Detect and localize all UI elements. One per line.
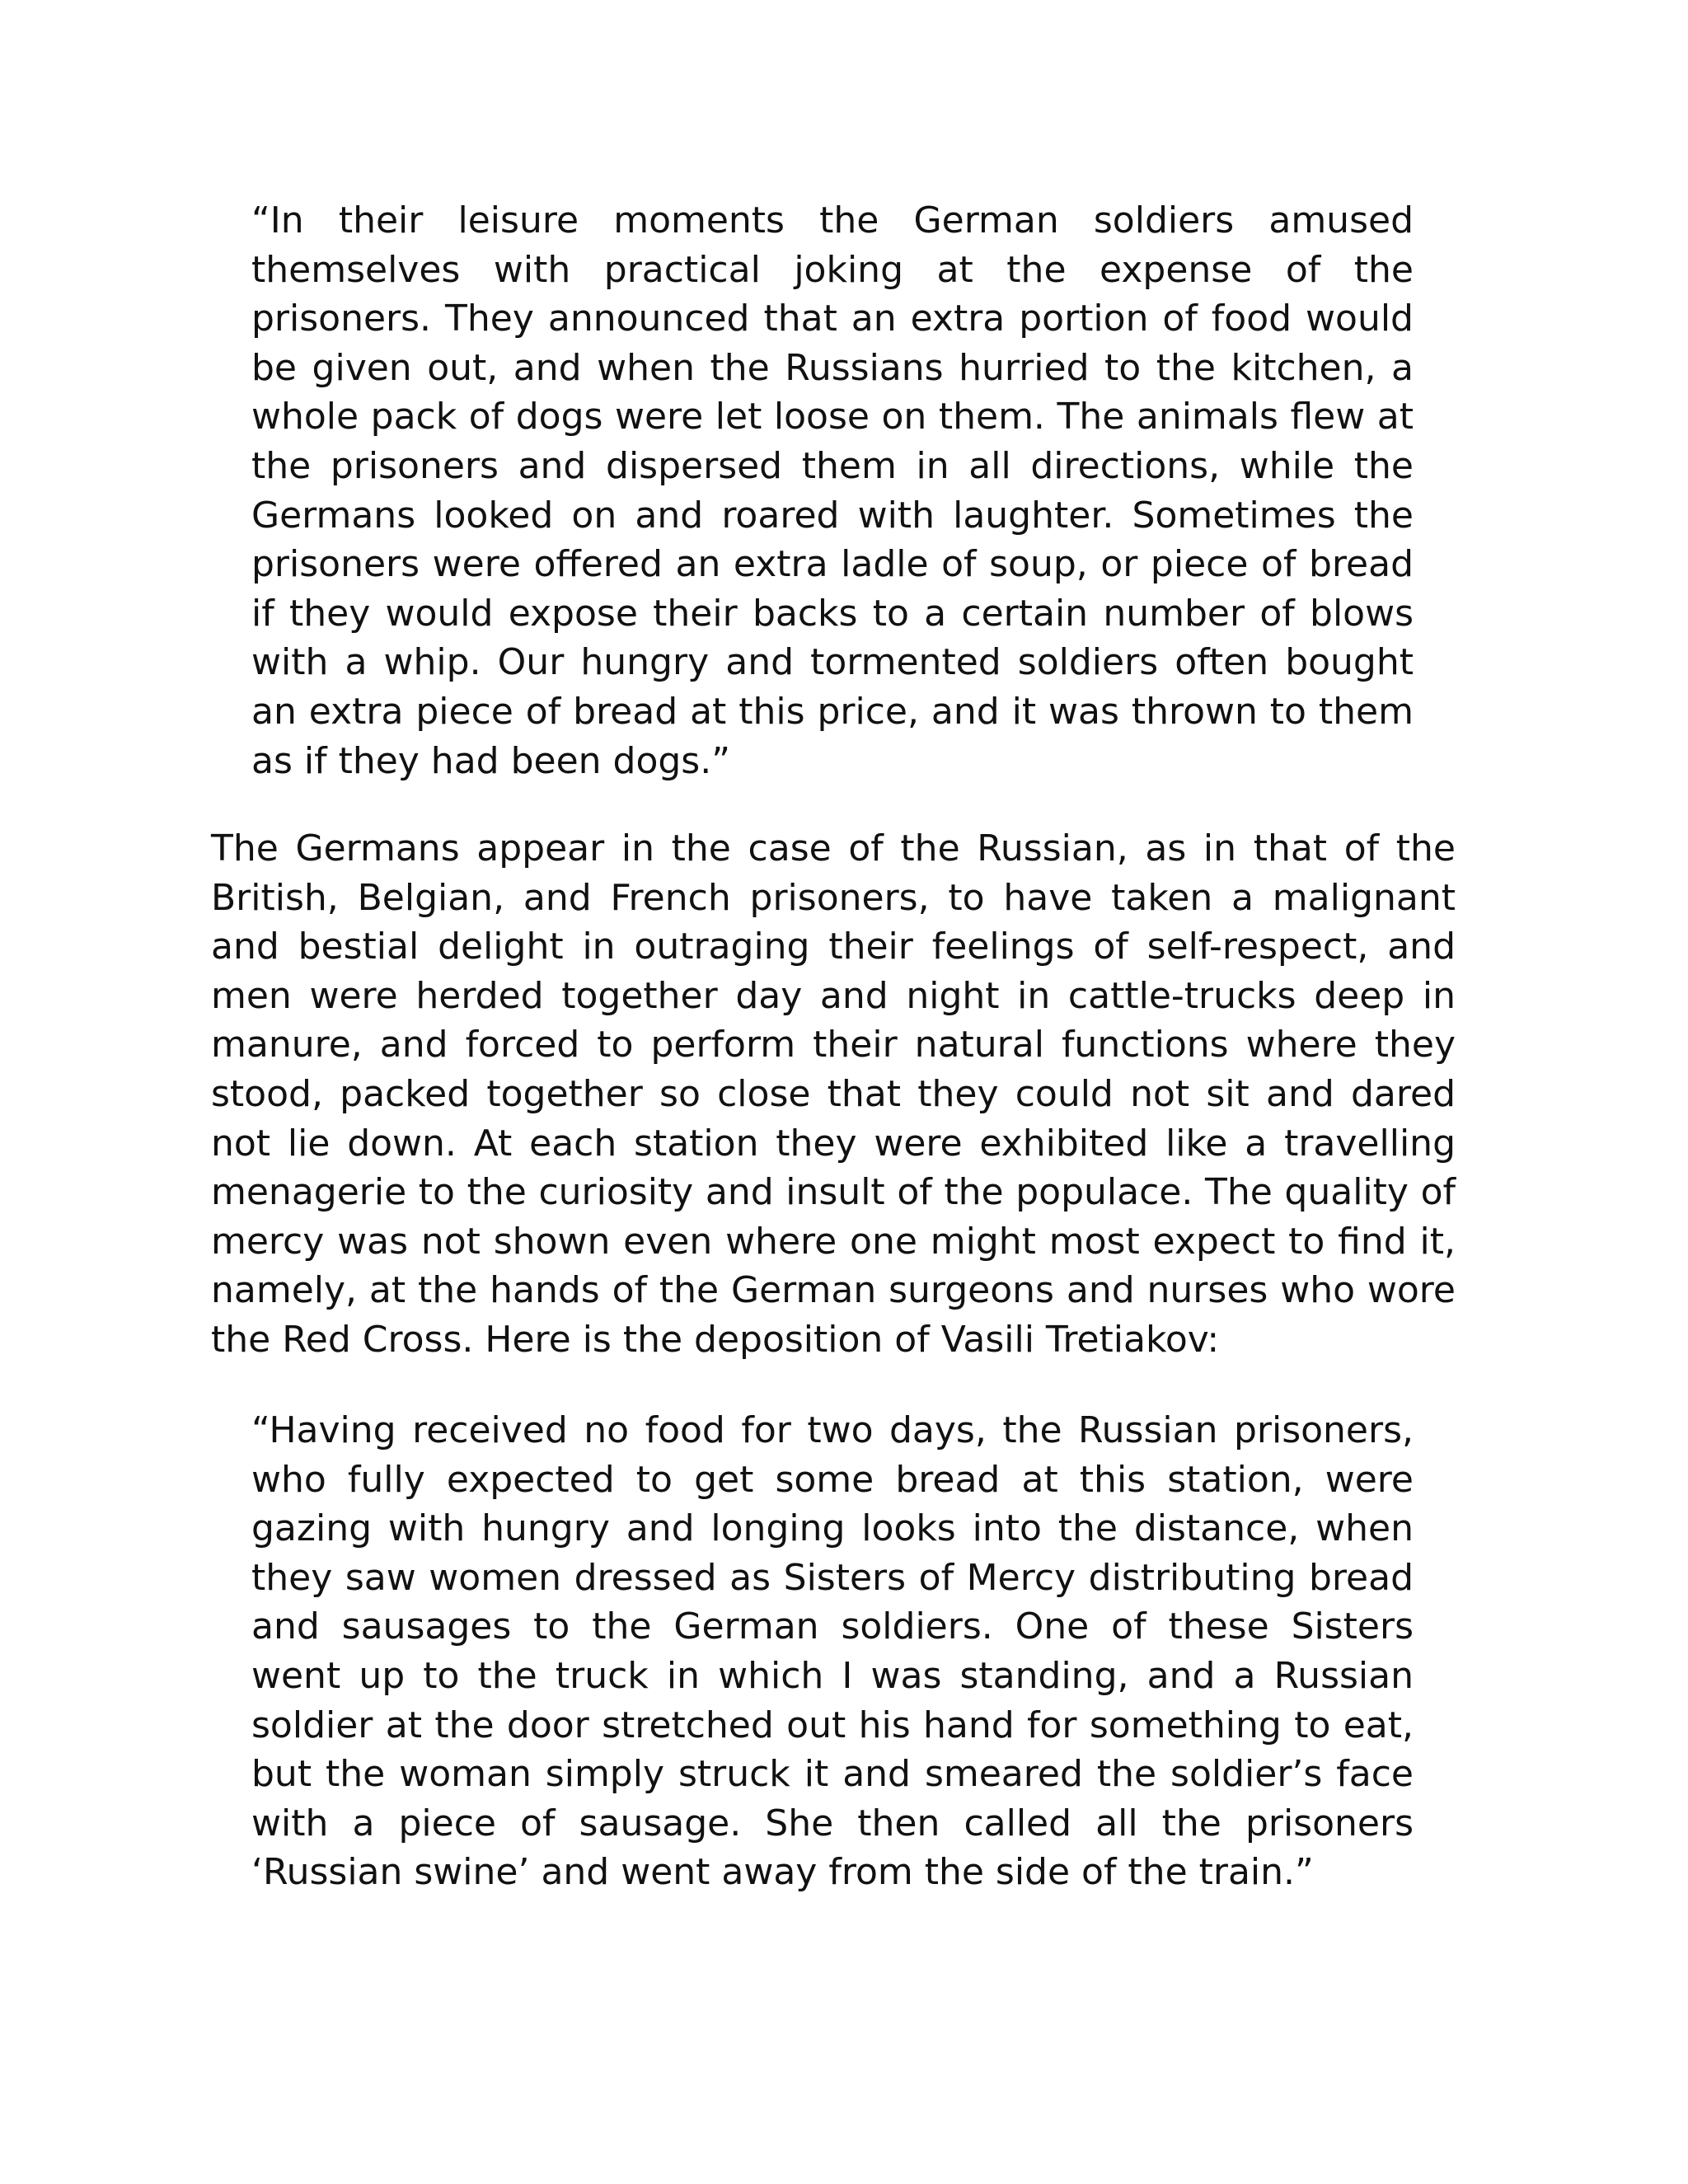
block-quote-paragraph: “In their leisure moments the German soldiers amused themselves with practical joking at the expense of the prisoners. They announced that an extra portion of food would be given out, and when the Russians hurried to the kitchen, a whole pack of dogs were let loose on them. The animals flew at the prisoners and dispersed them in all directions, while the Germans looked on and roared with laughter. Sometimes the prisoners were offered an extra ladle of soup, or piece of bread if they would expose their backs to a certain number of blows with a whip. Our hungry and tormented soldiers often bought an extra piece of bread at this price, and it was thrown to them as if they had been dogs.” <box>251 199 1414 782</box>
block-quote-paragraph: “Having received no food for two days, the Russian prisoners, who fully expected to get some bread at this station, were gazing with hungry and longing looks into the distance, when they saw women dressed as Sisters of Mercy distributing bread and sausages to the German soldiers. One of these Sisters went up to the truck in which I was standing, and a Russian soldier at the door stretched out his hand for something to eat, but the woman simply struck it and smeared the soldier’s face with a piece of sausage. She then called all the prisoners ‘Russian swine’ and went away from the side of the train.” <box>251 1409 1414 1894</box>
body-paragraph: The Germans appear in the case of the Russian, as in that of the British, Belgian, and French prisoners, to have taken a malignant and bestial delight in outraging their feelings of self-respect, and men were herded together day and night in cattle-trucks deep in manure, and forced to perform their natural functions where they stood, packed together so close that they could not sit and dared not lie down. At each station they were exhibited like a travelling menagerie to the curiosity and insult of the populace. The quality of mercy was not shown even where one might most expect to find it, namely, at the hands of the German surgeons and nurses who wore the Red Cross. Here is the deposition of Vasili Tretiakov: <box>211 827 1456 1361</box>
